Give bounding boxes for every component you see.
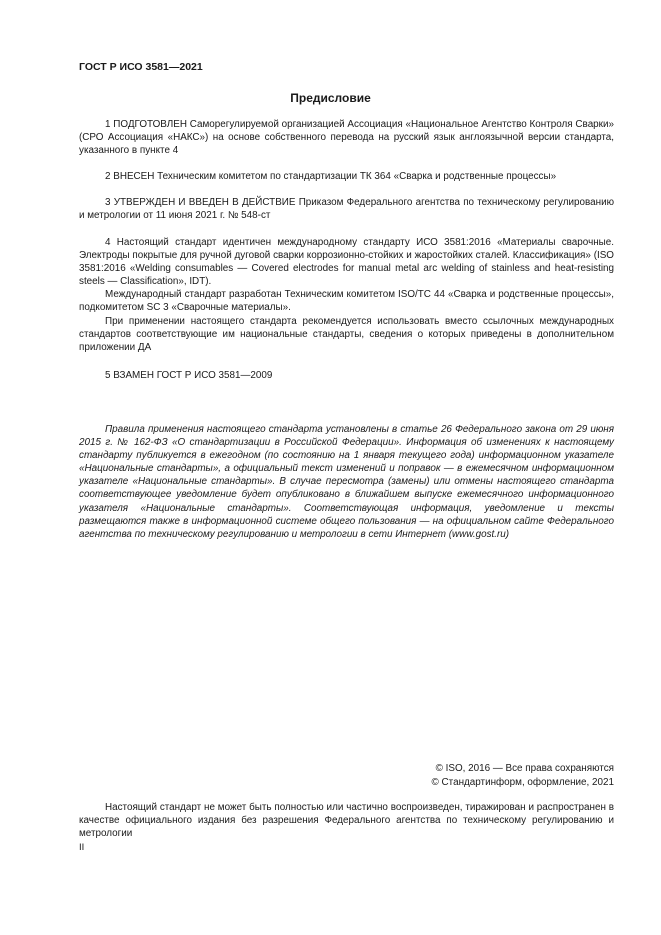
legal-notice-text: Правила применения настоящего стандарта установлены в статье 26 Федерального закона от 29 июня 2015 г. № 162-ФЗ «О стандартизации в Российской Федерации». Информация об изменениях к настоящему стандарту публикуется в ежегодном (по состоянию на 1 января текущего года) информационном указателе «Национальные стандарты», а официальный текст изменений и поправок — в ежемесячном информационном указателе «Национальные стандарты». В случае пересмотра (замены) или отмены настоящего стандарта соответствующее уведомление будет опубликовано в ближайшем выпуске ежемесячного информационного указателя «Национальные стандарты». Соответствующая информация, уведомление и тексты размещаются также в информационной системе общего пользования — на официальном сайте Федерального агентства по техническому регулированию и метрологии в сети Интернет (www.gost.ru)	[79, 424, 614, 540]
standard-code-header: ГОСТ Р ИСО 3581—2021	[79, 61, 203, 73]
item-3-text: 3 УТВЕРЖДЕН И ВВЕДЕН В ДЕЙСТВИЕ Приказом Федерального агентства по техническому регулированию и метрологии от 11 июня 2021 г. № 548-ст	[79, 197, 614, 222]
reproduction-notice-text: Настоящий стандарт не может быть полностью или частично воспроизведен, тиражирован и распространен в качестве официального издания без разрешения Федерального агентства по техническому регулированию и метрологии	[79, 802, 614, 840]
foreword-item-2	[79, 170, 614, 183]
foreword-item-4	[79, 236, 614, 354]
item-2-text: 2 ВНЕСЕН Техническим комитетом по стандартизации ТК 364 «Сварка и родственные процессы»	[105, 171, 557, 182]
copyright-standartinform: © Стандартинформ, оформление, 2021	[431, 777, 614, 788]
item-4-paragraph-2: Международный стандарт разработан Техническим комитетом ISO/TC 44 «Сварка и родственные процессы», подкомитетом SC 3 «Сварочные материалы».	[79, 289, 614, 314]
copyright-iso: © ISO, 2016 — Все права сохраняются	[435, 763, 614, 774]
page-number: II	[79, 842, 85, 853]
item-1-text: 1 ПОДГОТОВЛЕН Саморегулируемой организацией Ассоциация «Национальное Агентство Контроля Сварки» (СРО Ассоциация «НАКС») на основе собственного перевода на русский язык англоязычной версии стандарта, указанного в пункте 4	[79, 119, 614, 157]
page-title: Предисловие	[290, 91, 371, 105]
item-5-text: 5 ВЗАМЕН ГОСТ Р ИСО 3581—2009	[105, 370, 273, 381]
foreword-item-1	[79, 118, 614, 157]
item-4-paragraph-3: При применении настоящего стандарта рекомендуется использовать вместо ссылочных международных стандартов соответствующие им национальные стандарты, сведения о которых приведены в дополнительном приложении ДА	[79, 315, 614, 353]
reproduction-notice	[79, 801, 614, 840]
legal-notice	[79, 423, 614, 541]
item-4-paragraph-1: 4 Настоящий стандарт идентичен международному стандарту ИСО 3581:2016 «Материалы сварочные. Электроды покрытые для ручной дуговой сварки коррозионно-стойких и жаростойких сталей. Классификация» (ISO 3581:2016 «Welding consumables — Covered electrodes for manual metal arc welding of stainless and heat-resisting steels — Classification», IDT).	[79, 237, 614, 288]
foreword-item-3	[79, 196, 614, 222]
foreword-item-5	[79, 369, 614, 382]
